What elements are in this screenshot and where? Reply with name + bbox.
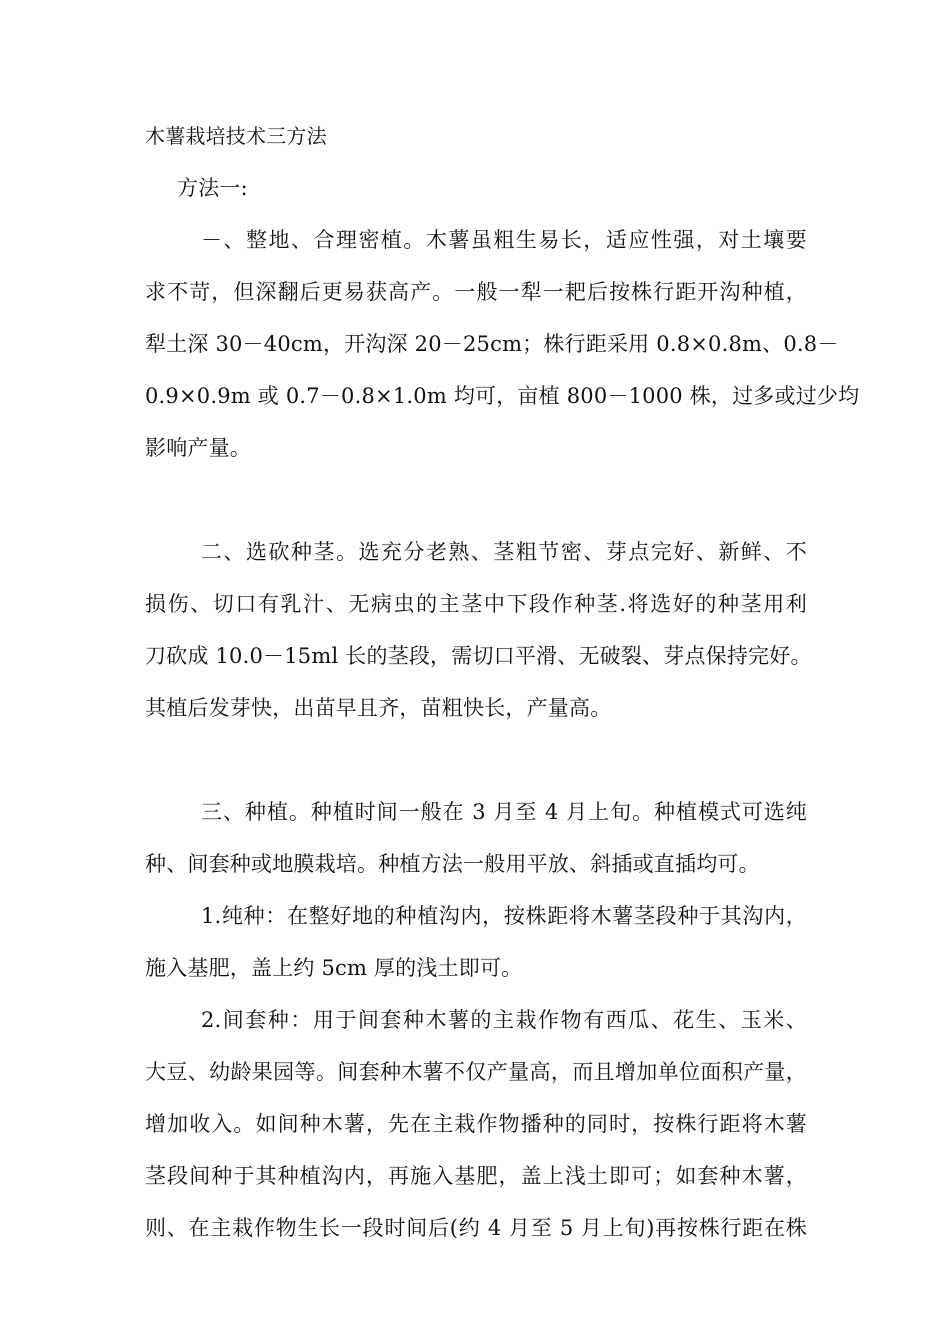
- item-1: [145, 890, 807, 994]
- paragraph-line: 1.纯种：在整好地的种植沟内，按株距将木薯茎段种于其沟内，: [201, 904, 807, 928]
- paragraph-line: －、整地、合理密植。木薯虽粗生易长，适应性强，对土壤要: [201, 228, 807, 252]
- paragraph-line: 2.间套种：用于间套种木薯的主栽作物有西瓜、花生、玉米、: [201, 1008, 807, 1032]
- paragraph-line: 三、种植。种植时间一般在 3 月至 4 月上旬。种植模式可选纯: [201, 800, 807, 824]
- section-2: [145, 526, 812, 734]
- document-title: 木薯栽培技术三方法: [145, 124, 327, 148]
- paragraph-line: 施入基肥，盖上约 5cm 厚的浅土即可。: [145, 956, 523, 980]
- paragraph-line: 茎段间种于其种植沟内，再施入基肥，盖上浅土即可；如套种木薯，: [145, 1164, 807, 1188]
- paragraph-gap: [145, 474, 807, 526]
- paragraph-line: 其植后发芽快，出苗早且齐，苗粗快长，产量高。: [145, 696, 612, 720]
- item-2: [145, 994, 807, 1254]
- paragraph-line: 犁土深 30－40cm，开沟深 20－25cm；株行距采用 0.8×0.8m、0.8－: [145, 332, 839, 356]
- paragraph-line: 大豆、幼龄果园等。间套种木薯不仅产量高，而且增加单位面积产量，: [145, 1060, 807, 1084]
- paragraph-line: 增加收入。如间种木薯，先在主栽作物播种的同时，按株行距将木薯: [145, 1112, 807, 1136]
- paragraph-line: 损伤、切口有乳汁、无病虫的主茎中下段作种茎.将选好的种茎用利: [145, 592, 807, 616]
- paragraph-line: 刀砍成 10.0－15ml 长的茎段，需切口平滑、无破裂、芽点保持完好。: [145, 644, 812, 668]
- paragraph-line: 种、间套种或地膜栽培。种植方法一般用平放、斜插或直插均可。: [145, 852, 760, 876]
- paragraph-line: 则、在主栽作物生长一段时间后(约 4 月至 5 月上旬)再按株行距在株: [145, 1216, 807, 1240]
- paragraph-line: 影响产量。: [145, 436, 251, 460]
- paragraph-line: 求不苛，但深翻后更易获高产。一般一犁一耙后按株行距开沟种植，: [145, 280, 807, 304]
- paragraph-line: 二、选砍种茎。选充分老熟、茎粗节密、芽点完好、新鲜、不: [201, 540, 807, 564]
- paragraph-gap: [145, 734, 807, 786]
- section-1: [145, 214, 860, 474]
- paragraph-line: 0.9×0.9m 或 0.7－0.8×1.0m 均可，亩植 800－1000 株，过多或过少均: [145, 384, 860, 408]
- section-3: [145, 786, 807, 890]
- method-label: 方法一:: [177, 176, 248, 200]
- document-page: [145, 110, 860, 1254]
